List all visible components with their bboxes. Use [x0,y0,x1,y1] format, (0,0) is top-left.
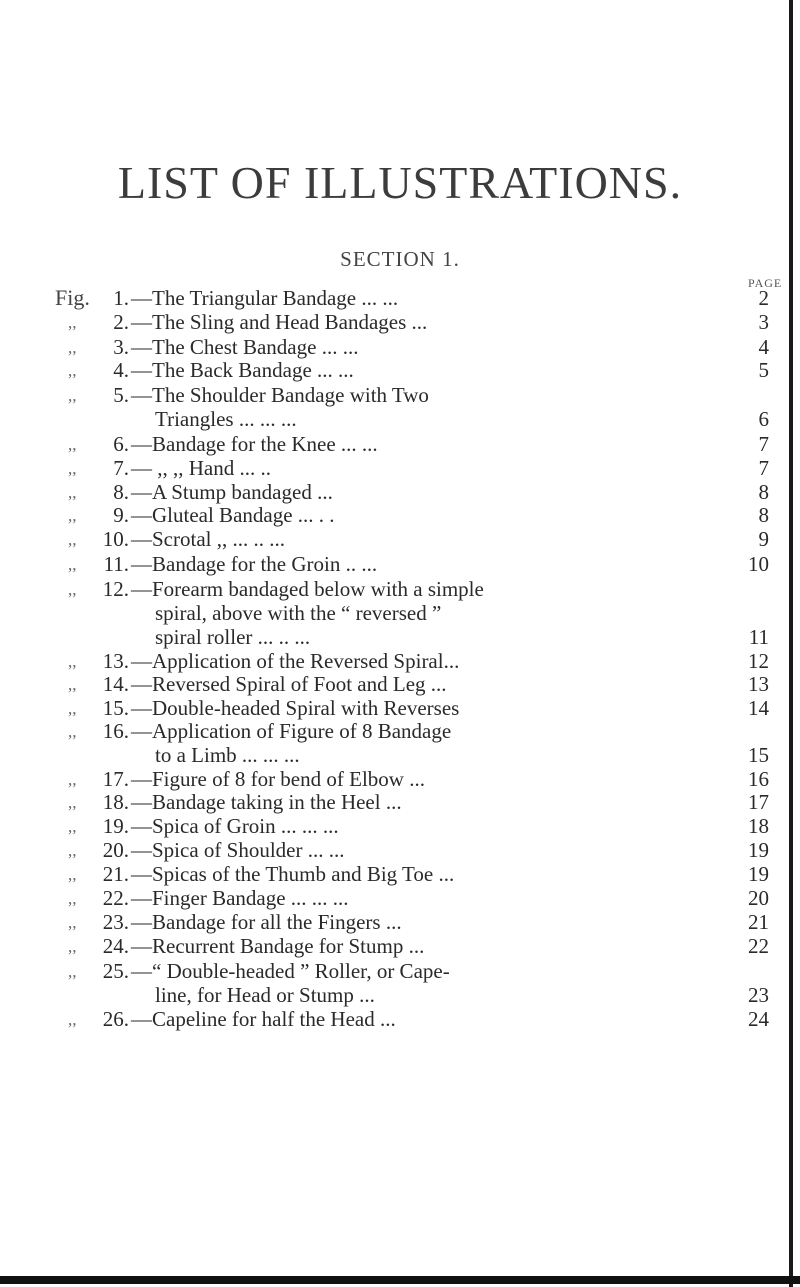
ditto-mark: ,, [68,361,77,380]
ditto-mark: ,, [68,338,77,357]
page-column-heading: PAGE [748,276,783,290]
figure-caption: —Spicas of the Thumb and Big Toe ... [131,862,455,886]
figure-caption: —Reversed Spiral of Foot and Leg ... [131,672,447,696]
figure-caption: —Application of the Reversed Spiral... [131,649,460,673]
ditto-mark: ,, [68,435,77,454]
figure-caption: —Application of Figure of 8 Bandage [131,719,452,743]
figure-number: 6. [113,432,129,456]
figure-caption: —Recurrent Bandage for Stump ... [131,934,425,958]
page-number: 21 [748,910,769,934]
page-number: 16 [748,767,769,791]
page-number: 14 [748,696,769,720]
page-number: 10 [748,552,769,576]
page-number: 13 [748,672,769,696]
figure-number: 5. [113,383,129,407]
bottom-edge-divider [0,1276,800,1284]
figure-caption: —The Back Bandage ... ... [131,358,354,382]
figure-number: 25. [102,959,129,983]
figure-caption: spiral roller ... .. ... [155,625,311,649]
figure-number: 18. [102,790,129,814]
figure-number: 4. [113,358,129,382]
ditto-mark: ,, [68,652,77,671]
ditto-mark: ,, [68,555,77,574]
ditto-mark: ,, [68,889,77,908]
page-number: 5 [758,358,769,382]
page-number: 18 [748,814,769,838]
ditto-mark: ,, [68,841,77,860]
figure-number: 24. [102,934,129,958]
page-number: 19 [748,862,769,886]
figure-caption: line, for Head or Stump ... [155,983,375,1007]
ditto-mark: ,, [68,722,77,741]
scan-edge-divider [789,0,793,1287]
figure-number: 19. [102,814,129,838]
page-title: LIST OF ILLUSTRATIONS. [117,157,683,208]
page-number: 15 [748,743,769,767]
figure-number: 3. [113,335,129,359]
page-number: 6 [758,407,769,431]
figure-caption: to a Limb ... ... ... [155,743,300,767]
ditto-mark: ,, [68,913,77,932]
page-number: 12 [748,649,769,673]
figure-number: 9. [113,503,129,527]
page-number: 4 [758,335,769,359]
ditto-mark: ,, [68,817,77,836]
figure-caption: —Bandage for the Knee ... ... [131,432,378,456]
figure-caption: —Forearm bandaged below with a simple [131,577,484,601]
section-heading: SECTION 1. [340,247,460,271]
page-number: 23 [748,983,769,1007]
ditto-mark: ,, [68,459,77,478]
figure-number: 10. [102,527,129,551]
fig-column-heading: Fig. [55,285,90,310]
figure-caption: —Finger Bandage ... ... ... [131,886,349,910]
figure-number: 20. [102,838,129,862]
figure-caption: —The Shoulder Bandage with Two [131,383,429,407]
ditto-mark: ,, [68,386,77,405]
ditto-mark: ,, [68,580,77,599]
figure-caption: —Capeline for half the Head ... [131,1007,396,1031]
page-number: 20 [748,886,769,910]
ditto-mark: ,, [68,699,77,718]
figure-number: 21. [102,862,129,886]
figure-number: 22. [102,886,129,910]
figure-caption: —Spica of Shoulder ... ... [131,838,345,862]
figure-caption: —Bandage taking in the Heel ... [131,790,402,814]
figure-number: 16. [102,719,129,743]
page-number: 2 [758,286,769,310]
page-number: 17 [748,790,769,814]
page-number: 7 [758,432,769,456]
figure-caption: —Figure of 8 for bend of Elbow ... [131,767,425,791]
ditto-mark: ,, [68,1010,77,1029]
ditto-mark: ,, [68,770,77,789]
figure-number: 14. [102,672,129,696]
figure-caption: —“ Double-headed ” Roller, or Cape- [131,959,450,983]
figure-number: 12. [102,577,129,601]
page-number: 8 [758,503,769,527]
ditto-mark: ,, [68,313,77,332]
figure-number: 13. [102,649,129,673]
figure-number: 17. [102,767,129,791]
figure-number: 1. [113,286,129,310]
ditto-mark: ,, [68,962,77,981]
page-number: 19 [748,838,769,862]
figure-number: 8. [113,480,129,504]
page-number: 7 [758,456,769,480]
ditto-mark: ,, [68,793,77,812]
figure-number: 2. [113,310,129,334]
page-number: 8 [758,480,769,504]
page-number: 9 [758,527,769,551]
ditto-mark: ,, [68,506,77,525]
figure-number: 15. [102,696,129,720]
figure-caption: —Bandage for the Groin .. ... [131,552,378,576]
page-number: 3 [758,310,769,334]
figure-caption: —Double-headed Spiral with Reverses [131,696,460,720]
figure-caption: —Scrotal ,, ... .. ... [131,527,285,551]
figure-caption: spiral, above with the “ reversed ” [155,601,442,625]
figure-number: 26. [102,1007,129,1031]
figure-caption: —Bandage for all the Fingers ... [131,910,402,934]
figure-caption: Triangles ... ... ... [155,407,297,431]
figure-caption: —The Triangular Bandage ... ... [131,286,399,310]
figure-caption: —Gluteal Bandage ... . . [131,503,335,527]
page-number: 11 [748,625,769,649]
figure-caption: —A Stump bandaged ... [131,480,333,504]
ditto-mark: ,, [68,937,77,956]
figure-number: 7. [113,456,129,480]
page-number: 24 [748,1007,769,1031]
figure-caption: — ,, ,, Hand ... .. [131,456,271,480]
figure-caption: —The Chest Bandage ... ... [131,335,359,359]
ditto-mark: ,, [68,530,77,549]
ditto-mark: ,, [68,675,77,694]
figure-caption: —Spica of Groin ... ... ... [131,814,339,838]
figure-number: 11. [103,552,129,576]
figure-number: 23. [102,910,129,934]
ditto-mark: ,, [68,483,77,502]
ditto-mark: ,, [68,865,77,884]
figure-caption: —The Sling and Head Bandages ... [131,310,428,334]
page-number: 22 [748,934,769,958]
